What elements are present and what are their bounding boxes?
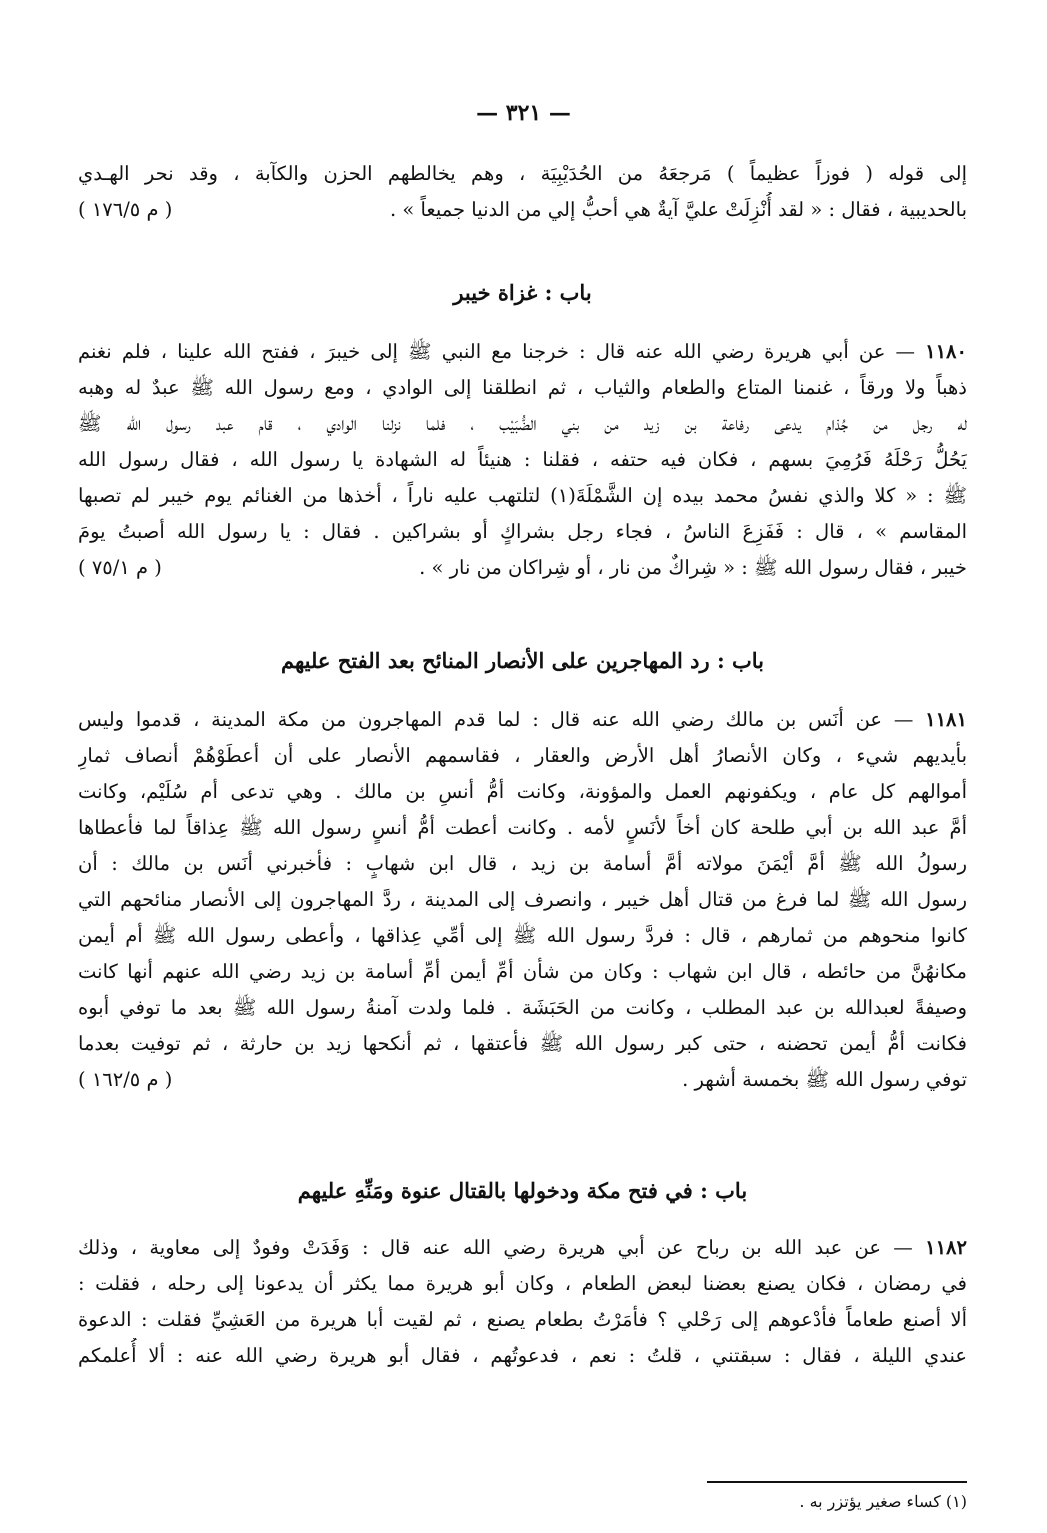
text-line (78, 192, 967, 228)
text-line-content: توفي رسول الله ﷺ بخمسة أشهر . (682, 1068, 967, 1091)
text-line-content: — عن عبد الله بن رباح عن أبي هريرة رضي الله عنه قال : وَفَدَتْ وفودٌ إلى معاوية ، وذلك (78, 1236, 913, 1259)
hadith-1182 (78, 1230, 967, 1374)
text-line (78, 1230, 967, 1266)
section-heading: باب : رد المهاجرين على الأنصار المنائح بعد الفتح عليهم (280, 648, 765, 673)
source-reference: ( م ٧٥/١ ) (78, 556, 162, 579)
text-line: ذهباً ولا ورقاً ، غنمنا المتاع والطعام والثياب ، ثم انطلقنا إلى الوادي ، ومع رسول الله ﷺ عبدٌ له وهبه (78, 376, 967, 399)
text-line (78, 334, 967, 370)
text-line: إلى قوله ( فوزاً عظيماً ) مَرجعَهُ من الحُدَيْبِيَة ، وهم يخالطهم الحزن والكآبة ، وقد نحر الهـدي (78, 162, 967, 185)
text-line (78, 1062, 967, 1098)
hadith-number: ١١٨١ (925, 708, 967, 731)
text-line: فكانت أمُّ أيمن تحضنه ، حتى كبر رسول الله ﷺ فأعتقها ، ثم أنكحها زيد بن حارثة ، ثم توفيت بعدما (78, 1032, 967, 1055)
text-line: بأيديهم شيء ، وكان الأنصارُ أهل الأرض والعقار ، فقاسمهم الأنصار على أن أعطَوْهُمْ أنصاف ثمارِ (78, 744, 967, 767)
hadith-number: ١١٨٠ (925, 340, 967, 363)
text-line-content: — عن أنَس بن مالك رضي الله عنه قال : لما قدم المهاجرون من مكة المدينة ، قدموا وليس (78, 708, 914, 731)
text-line: أمَّ عبد الله بن أبي طلحة كان أخاً لأنَسٍ لأمه . وكانت أعطت أمُّ أنسٍ رسول الله ﷺ عِذاقاً لما فأعطاها (78, 816, 967, 839)
text-line: كانوا منحوهم من ثمارهم ، قال : فردَّ رسول الله ﷺ إلى أمِّي عِذاقها ، وأعطى رسول الله ﷺ أم أيمن (78, 924, 967, 947)
text-line: وصيفةً لعبدالله بن عبد المطلب ، وكانت من الحَبَشَة . فلما ولدت آمنةُ رسول الله ﷺ بعد ما توفي أبوه (78, 996, 967, 1019)
text-line: له رجل من جُذام يدعى رفاعة بن زيد من بني الضُّبَيْب ، فلما نزلنا الوادي ، قام عبد رسول الله ﷺ (78, 412, 967, 435)
hadith-1181 (78, 702, 967, 1098)
text-line-content: — عن أبي هريرة رضي الله عنه قال : خرجنا مع النبي ﷺ إلى خيبرَ ، ففتح الله علينا ، فلم نغنم (78, 340, 915, 363)
footnote: (١) كساء صغير يؤتزر به . (799, 1492, 967, 1511)
text-line: يَحُلُّ رَحْلَهُ فَرُمِيَ بسهم ، فكان فيه حتفه ، فقلنا : هنيئاً له الشهادة يا رسول الله ، فقال رسول الله (78, 448, 967, 471)
text-line: رسولُ الله ﷺ أمَّ أيْمَنَ مولاته أمَّ أسامة بن زيد ، قال ابن شهابٍ : فأخبرني أنَس بن مالك : أن (78, 852, 967, 875)
source-reference: ( م ١٧٦/٥ ) (78, 198, 173, 221)
section-heading: باب : في فتح مكة ودخولها بالقتال عنوة ومَنِّهِ عليهم (297, 1178, 748, 1203)
hadith-number: ١١٨٢ (925, 1236, 967, 1259)
footnote-divider (707, 1481, 967, 1483)
text-line: عندي الليلة ، فقال : سبقتني ، قلتُ : نعم ، فدعوتُهم ، فقال أبو هريرة رضي الله عنه : ألا أُعلمكم (78, 1344, 967, 1367)
text-line-content: خيبر ، فقال رسول الله ﷺ : « شِراكٌ من نار ، أو شِراكان من نار » . (419, 556, 967, 579)
section-heading: باب : غزاة خيبر (453, 280, 592, 305)
text-line: المقاسم » ، قال : فَفَزِعَ الناسُ ، فجاء رجل بشراكٍ أو بشراكين . فقال : يا رسول الله أصبتُ يومَ (78, 520, 967, 543)
hadith-1180 (78, 334, 967, 586)
intro-paragraph (78, 156, 967, 228)
text-line (78, 550, 967, 586)
text-line: مكانهُنَّ من حائطه ، قال ابن شهاب : وكان من شأن أمِّ أيمن أمِّ أسامة بن زيد رضي الله عنهم أنها كانت (78, 960, 967, 983)
page-number: — ٣٢١ — (476, 100, 571, 126)
text-line: ﷺ : « كلا والذي نفسُ محمد بيده إن الشَّمْلَةَ(١) لتلتهب عليه ناراً ، أخذها من الغنائم يوم خيبر لم تصبها (78, 484, 967, 507)
text-line: رسول الله ﷺ لما فرغ من قتال أهل خيبر ، وانصرف إلى المدينة ، ردَّ المهاجرون إلى الأنصار منائحهم التي (78, 888, 967, 911)
text-line-content: بالحديبية ، فقال : « لقد أُنْزِلَتْ عليَّ آيةٌ هي أحبُّ إلي من الدنيا جميعاً » . (389, 198, 967, 221)
text-line: أموالهم كل عام ، ويكفونهم العمل والمؤونة، وكانت أمُّ أنسِ بن مالك . وهي تدعى أم سُلَيْم، وكانت (78, 780, 967, 803)
source-reference: ( م ١٦٢/٥ ) (78, 1068, 173, 1091)
text-line: ألا أصنع طعاماً فأدْعوهم إلى رَحْلي ؟ فأمَرْتُ بطعام يصنع ، ثم لقيت أبا هريرة من العَشِيِّ فقلت : الدعوة (78, 1308, 967, 1331)
text-line: في رمضان ، فكان يصنع بعضنا لبعض الطعام ، وكان أبو هريرة مما يكثر أن يدعونا إلى رحله ، فقلت : (78, 1272, 967, 1295)
text-line (78, 702, 967, 738)
